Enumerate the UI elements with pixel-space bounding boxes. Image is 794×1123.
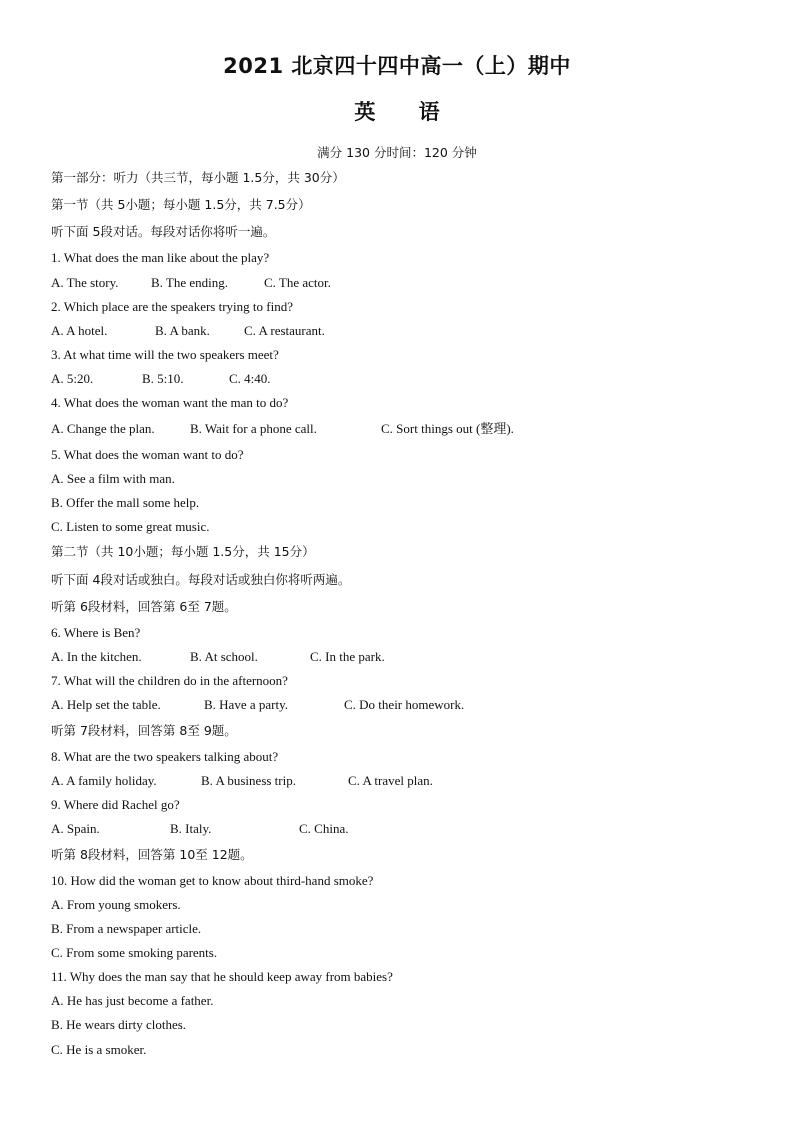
q10-option-c: C. From some smoking parents. [51,945,218,960]
section2-heading: 第二节（共 10小题；每小题 1.5分，共 15分） [51,544,315,559]
question-7: 7. What will the children do in the afternoon? [51,673,288,688]
q5-option-a: A. See a film with man. [51,471,175,486]
material-6-instruction: 听第 6段材料，回答第 6至 7题。 [51,599,237,614]
q10-option-a: A. From young smokers. [51,897,181,912]
q8-option-b: B. A business trip. [201,773,296,788]
part1-heading: 第一部分：听力（共三节，每小题 1.5分，共 30分） [51,170,345,185]
q1-option-a: A. The story. [51,275,119,290]
q4-option-a: A. Change the plan. [51,421,155,436]
q11-option-a: A. He has just become a father. [51,993,214,1008]
question-8: 8. What are the two speakers talking about? [51,749,279,764]
subject-title: 英 语 [354,100,440,124]
material-7-instruction: 听第 7段材料，回答第 8至 9题。 [51,723,237,738]
question-3: 3. At what time will the two speakers meet? [51,347,279,362]
question-5: 5. What does the woman want to do? [51,447,244,462]
question-4: 4. What does the woman want the man to do? [51,395,289,410]
exam-title: 2021 北京四十四中高一（上）期中 [223,54,571,78]
q7-option-c: C. Do their homework. [344,697,465,712]
q3-option-b: B. 5:10. [142,371,184,386]
question-6: 6. Where is Ben? [51,625,141,640]
q11-option-b: B. He wears dirty clothes. [51,1017,187,1032]
question-9: 9. Where did Rachel go? [51,797,180,812]
q6-option-b: B. At school. [190,649,258,664]
q5-option-c: C. Listen to some great music. [51,519,210,534]
q2-option-a: A. A hotel. [51,323,108,338]
q7-option-b: B. Have a party. [204,697,288,712]
q9-option-b: B. Italy. [170,821,212,836]
question-10: 10. How did the woman get to know about third-hand smoke? [51,873,374,888]
q9-option-c: C. China. [299,821,349,836]
q7-option-a: A. Help set the table. [51,697,161,712]
section1-heading: 第一节（共 5小题；每小题 1.5分，共 7.5分） [51,197,311,212]
question-2: 2. Which place are the speakers trying to find? [51,299,293,314]
q2-option-c: C. A restaurant. [244,323,325,338]
q1-option-b: B. The ending. [151,275,229,290]
section2-instruction: 听下面 4段对话或独白。每段对话或独白你将听两遍。 [51,572,351,587]
q3-option-c: C. 4:40. [229,371,271,386]
q9-option-a: A. Spain. [51,821,100,836]
q6-option-c: C. In the park. [310,649,385,664]
q8-option-c: C. A travel plan. [348,773,433,788]
q1-option-c: C. The actor. [264,275,331,290]
q6-option-a: A. In the kitchen. [51,649,142,664]
q8-option-a: A. A family holiday. [51,773,157,788]
q3-option-a: A. 5:20. [51,371,94,386]
q10-option-b: B. From a newspaper article. [51,921,202,936]
q5-option-b: B. Offer the mall some help. [51,495,200,510]
question-11: 11. Why does the man say that he should keep away from babies? [51,969,393,984]
q11-option-c: C. He is a smoker. [51,1042,147,1057]
q4-option-b: B. Wait for a phone call. [190,421,317,436]
q2-option-b: B. A bank. [155,323,210,338]
question-1: 1. What does the man like about the play? [51,250,270,265]
material-8-instruction: 听第 8段材料，回答第 10至 12题。 [51,847,253,862]
q4-option-c: C. Sort things out (整理). [381,421,514,436]
section1-instruction: 听下面 5段对话。每段对话你将听一遍。 [51,224,276,239]
exam-meta: 满分 130 分时间：120 分钟 [317,145,477,160]
